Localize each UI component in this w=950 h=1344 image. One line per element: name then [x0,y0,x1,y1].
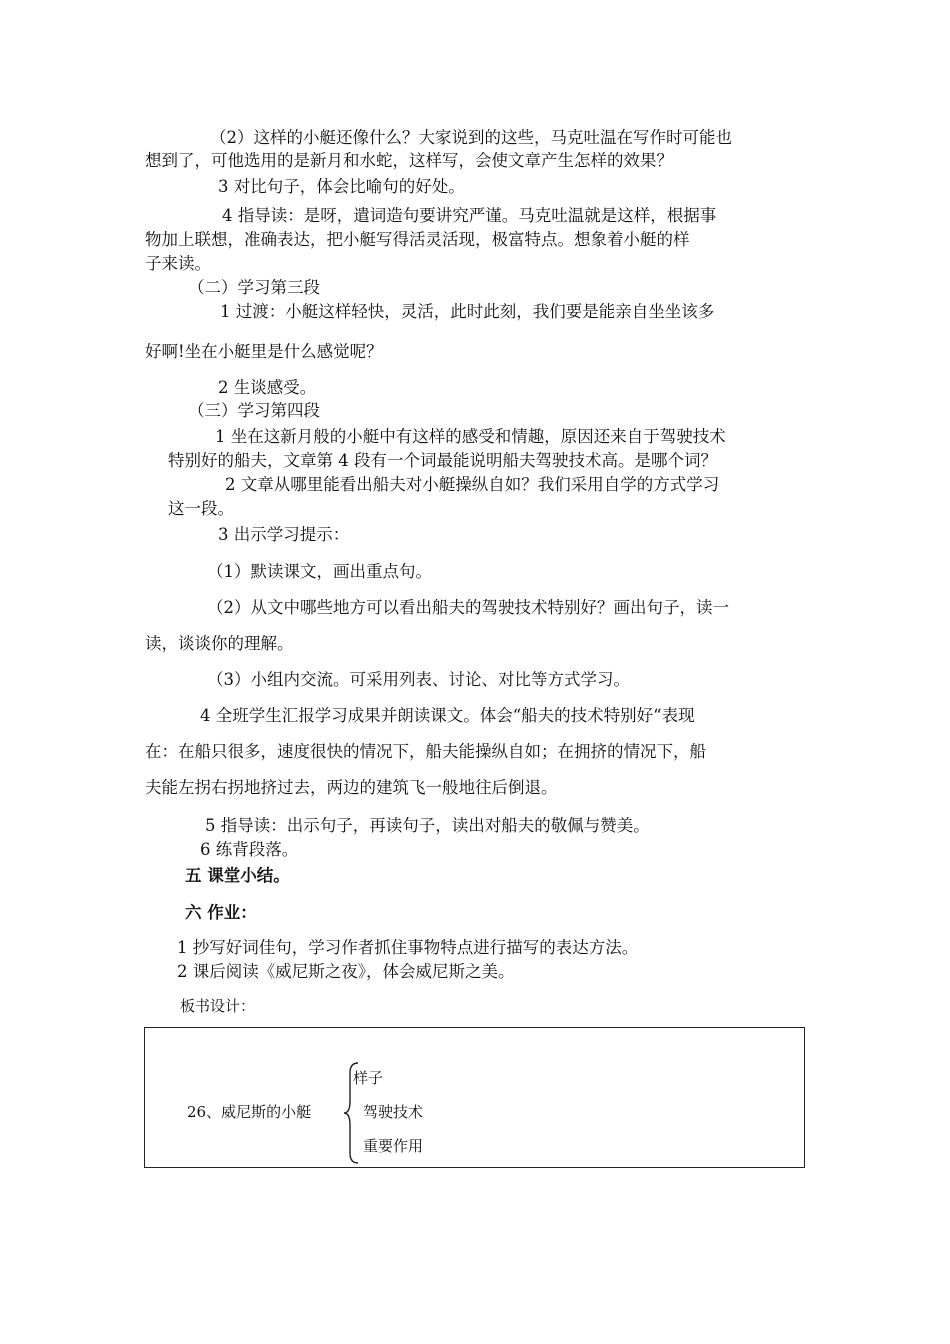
text-line: 在：在船只很多，速度很快的情况下，船夫能操纵自如；在拥挤的情况下，船 [145,742,706,761]
text-line: 好啊!坐在小艇里是什么感觉呢？ [145,342,383,361]
text-line: 6 练背段落。 [200,840,299,859]
text-line: 2 课后阅读《威尼斯之夜》，体会威尼斯之美。 [177,962,515,981]
text-line: （3）小组内交流。可采用列表、讨论、对比等方式学习。 [207,670,630,689]
section-heading: （二）学习第三段 [188,278,320,297]
text-line: 想到了，可他选用的是新月和水蛇，这样写，会使文章产生怎样的效果？ [145,151,673,170]
text-line: 3 对比句子，体会比喻句的好处。 [218,177,465,196]
text-line: 物加上联想，准确表达，把小艇写得活灵活现，极富特点。想象着小艇的样 [145,230,690,249]
text-line: 1 坐在这新月般的小艇中有这样的感受和情趣，原因还来自于驾驶技术 [215,427,726,446]
text-line: 子来读。 [145,254,211,273]
text-line: 这一段。 [168,499,234,518]
text-line: 夫能左拐右拐地挤过去，两边的建筑飞一般地往后倒退。 [145,778,558,797]
section-heading: 五 课堂小结。 [185,866,290,885]
text-line: 1 抄写好词佳句，学习作者抓住事物特点进行描写的表达方法。 [177,938,639,957]
text-line: 2 生谈感受。 [218,378,317,397]
text-line: （1）默读课文，画出重点句。 [207,562,432,581]
text-line: 特别好的船夫，文章第 4 段有一个词最能说明船夫驾驶技术高。是哪个词？ [168,451,717,470]
section-heading: （三）学习第四段 [188,401,320,420]
text-line: （2）这样的小艇还像什么？大家说到的这些，马克吐温在写作时可能也 [210,128,732,147]
text-line: 4 全班学生汇报学习成果并朗读课文。体会“船夫的技术特别好“表现 [200,706,695,725]
text-line: 3 出示学习提示： [218,525,350,544]
board-item: 重要作用 [363,1137,424,1155]
text-line: 读，谈谈你的理解。 [145,634,294,653]
section-heading: 六 作业： [185,903,257,922]
board-item: 样子 [353,1069,384,1087]
text-line: 4 指导读：是呀，遣词造句要讲究严谨。马克吐温就是这样，根据事 [222,206,717,225]
text-line: （2）从文中哪些地方可以看出船夫的驾驶技术特别好？画出句子，读一 [207,598,729,617]
text-line: 1 过渡：小艇这样轻快，灵活，此时此刻，我们要是能亲自坐坐该多 [220,302,715,321]
text-line: 5 指导读：出示句子，再读句子，读出对船夫的敬佩与赞美。 [205,816,650,835]
board-item: 驾驶技术 [363,1103,424,1121]
board-design-label: 板书设计： [180,997,256,1015]
text-line: 2 文章从哪里能看出船夫对小艇操纵自如？我们采用自学的方式学习 [225,475,720,494]
board-title: 26、威尼斯的小艇 [187,1103,312,1121]
board-design-box [144,1027,805,1168]
